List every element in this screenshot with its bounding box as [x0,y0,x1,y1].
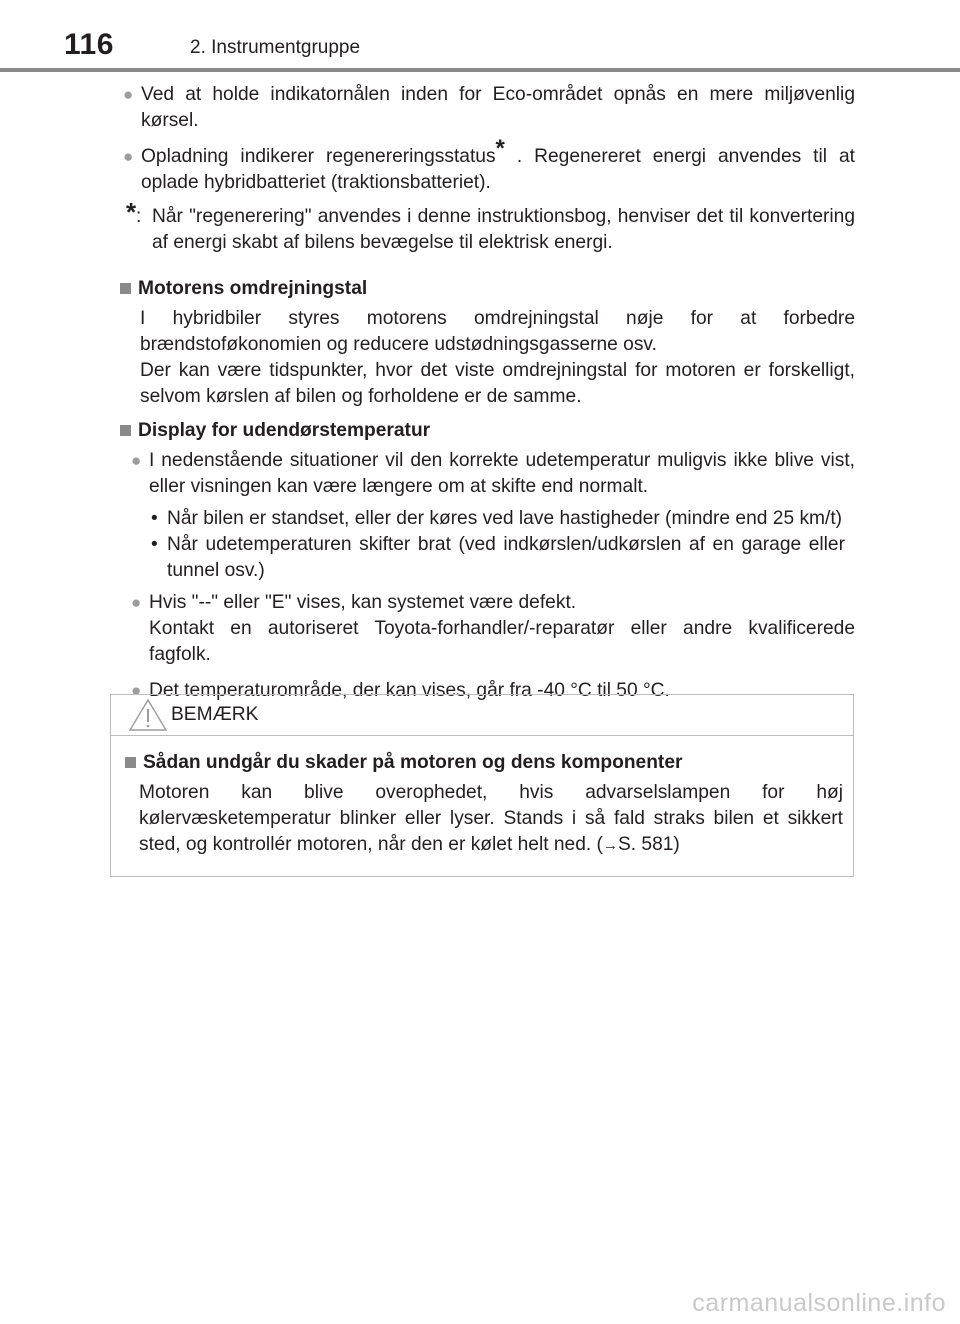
list-item [128,590,855,668]
bullet-text: Opladning indikerer regenereringsstatus [141,146,496,167]
section-square-icon [125,757,136,768]
sub-list-text: Når bilen er standset, eller der køres ved lave hastigheder (mindre end 25 km/t) [167,508,843,529]
sub-list-text: Når udetemperaturen skifter brat (ved indkørslen/udkørslen af en garage eller tunnel osv.) [167,534,845,581]
section-engine-rpm [108,276,855,410]
section-heading-text: Motorens omdrejningstal [138,278,368,299]
bullet-dot-icon: ● [131,593,142,612]
header-rule-left [0,68,108,72]
notice-text: Motoren kan blive overophedet, hvis advarselslampen for høj kølervæsketemperatur blinker eller lyser. Stands i så fald straks bilen et sikkert sted, og kontrollér motoren, når den er kølet helt ned. ( [139,782,843,855]
section-square-icon [120,425,131,436]
middle-dot-icon: • [151,508,158,529]
section-body [120,306,855,410]
section-body [120,448,855,704]
section-heading-text: Display for udendørstemperatur [138,420,431,441]
paragraph: Der kan være tidspunkter, hvor det viste omdrejningstal for motoren er forskelligt, selvom kørslen af bilen og forholdene er de samme. [140,360,855,407]
bullet-dot-icon: ● [131,681,142,700]
bullet-text: Det temperaturområde, der kan vises, går fra -40 °C til 50 °C. [149,680,670,701]
bullet-dot-icon: ● [123,85,134,104]
footnote-star: * [126,197,137,227]
notice-body [125,750,843,859]
sub-list-item [149,506,855,532]
notice-section-heading-text: Sådan undgår du skader på motoren og dens komponenter [143,752,683,773]
bullet-text: Ved at holde indikatornålen inden for Eco-området opnås en mere miljøvenlig kørsel. [141,84,855,131]
main-content [120,82,855,714]
bullet-text-continued: . Regenereret energi anvendes til at oplade hybridbatteriet (traktionsbatteriet). [141,146,855,193]
footnote [120,197,855,256]
bullet-text: Kontakt en autoriseret Toyota-forhandler/-reparatør eller andre kvalificerede fagfolk. [149,618,855,665]
notice-box [110,694,854,877]
list-item [120,82,855,134]
paragraph: I hybridbiler styres motorens omdrejningstal nøje for at forbedre brændstoføkonomien og reducere udstødningsgasserne osv. [140,308,855,355]
warning-triangle-icon [128,698,168,732]
section-heading [120,276,855,302]
sub-list-item [149,532,855,584]
section-heading [120,418,855,444]
sub-list [128,506,855,584]
bullet-text: I nedenstående situationer vil den korrekte udetemperatur muligvis ikke blive vist, eller visningen kan være længere om at skifte end normalt. [149,450,855,497]
notice-paragraph [125,780,843,859]
middle-dot-icon: • [151,534,158,555]
page-header [0,0,960,72]
bullet-text: Hvis "--" eller "E" vises, kan systemet være defekt. [149,592,577,613]
footnote-colon: : [136,206,142,227]
bullet-dot-icon: ● [123,147,134,166]
header-rule [108,68,960,72]
page-number: 116 [64,28,114,61]
footnote-marker: * [495,135,505,162]
list-item [120,135,855,196]
page-reference-link[interactable]: S. 581) [617,834,680,855]
chapter-title: 2. Instrumentgruppe [190,37,361,58]
list-item [128,448,855,500]
bullet-dot-icon: ● [131,451,142,470]
notice-section-heading [125,750,843,776]
notice-label: BEMÆRK [171,704,259,725]
arrow-right-icon: → [602,837,618,854]
section-square-icon [120,283,131,294]
footnote-text: Når "regenerering" anvendes i denne instruktionsbog, henviser det til konvertering af energi skabt af bilens bevægelse til elektrisk energi. [152,206,855,253]
notice-header [111,695,853,736]
watermark: carmanualsonline.info [692,1289,946,1317]
section-outside-temp [108,418,855,704]
